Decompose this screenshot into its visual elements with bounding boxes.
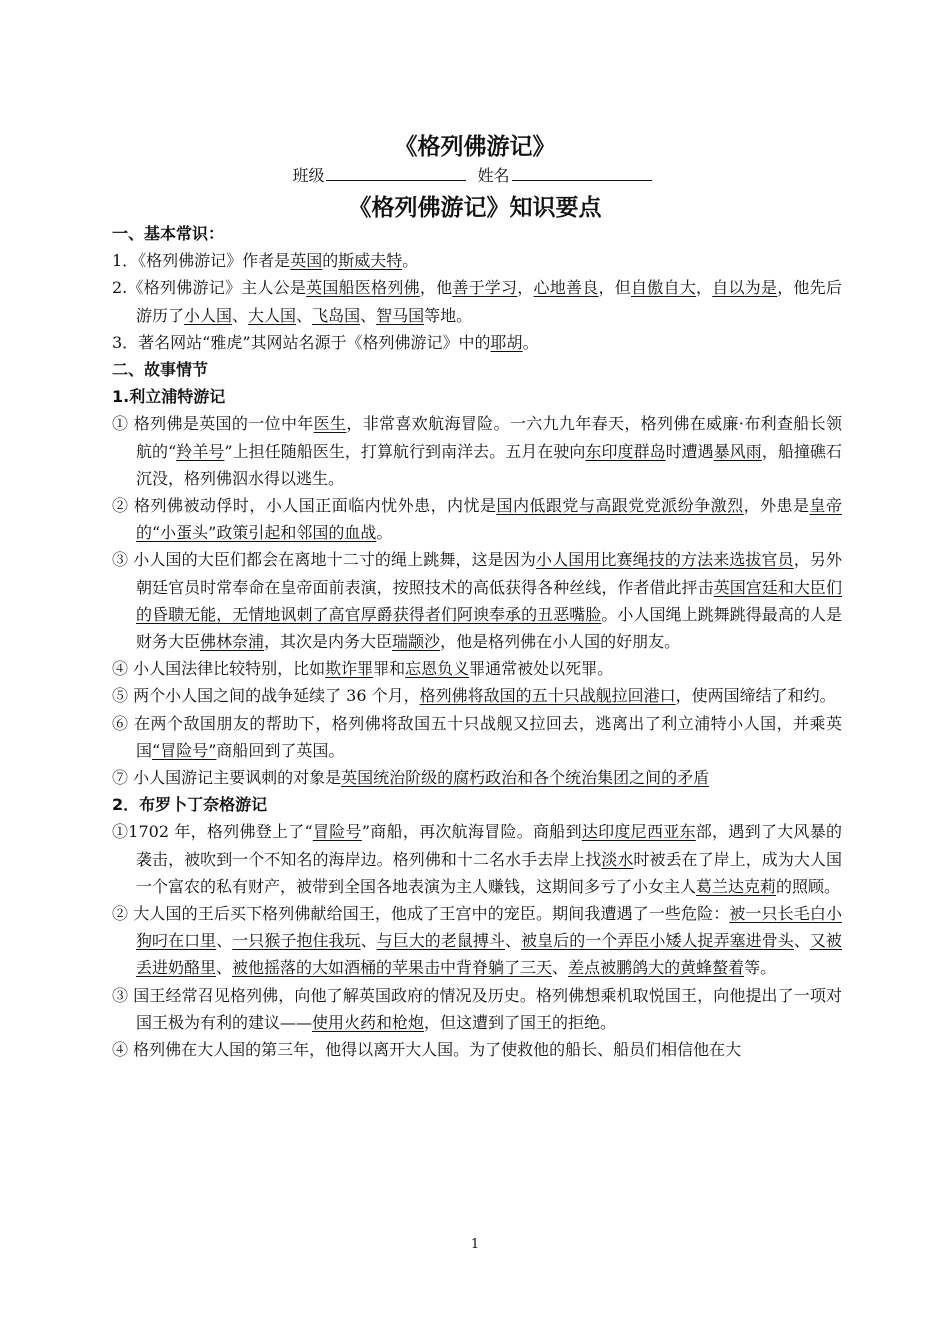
lilliput-item-1: ① 格列佛是英国的一位中年医生，非常喜欢航海冒险。一六九九年春天，格列佛在威廉·布利查船长领航的“羚羊号”上担任随船医生，打算航行到南洋去。五月在驶向东印度群岛时遭遇暴风雨，船撞礁石沉没，格列佛泅水得以逃生。: [112, 414, 842, 488]
subsection-heading-brobdingnag: 2．布罗卜丁奈格游记: [112, 795, 268, 815]
brobdingnag-item-4: ④ 格列佛在大人国的第三年，他得以离开大人国。为了使救他的船长、船员们相信他在大: [112, 1040, 742, 1060]
lilliput-item-6: ⑥ 在两个敌国朋友的帮助下，格列佛将敌国五十只战舰又拉回去，逃离出了利立浦特小人国，并乘英国“冒险号”商船回到了英国。: [112, 713, 842, 760]
page-subtitle: 《格列佛游记》知识要点: [348, 195, 602, 221]
section-heading-plot: 二、故事情节: [112, 360, 209, 380]
page-number: 1: [470, 1237, 480, 1252]
lilliput-item-2: ② 格列佛被动俘时，小人国正面临内忧外患，内忧是国内低跟党与高跟党党派纷争激烈，外患是皇帝的“小蛋头”政策引起和邻国的血战。: [112, 496, 842, 543]
lilliput-item-7: ⑦ 小人国游记主要讽刺的对象是英国统治阶级的腐朽政治和各个统治集团之间的矛盾: [112, 768, 710, 788]
basics-item-3: 3．著名网站“雅虎”其网站名源于《格列佛游记》中的耶胡。: [112, 332, 539, 352]
lilliput-item-4: ④ 小人国法律比较特别，比如欺诈罪罪和忘恩负义罪通常被处以死罪。: [112, 659, 614, 679]
brobdingnag-item-2: ② 大人国的王后买下格列佛献给国王，他成了王宫中的宠臣。期间我遭遇了一些危险：被一只长毛白小狗叼在口里、一只猴子抱住我玩、与巨大的老鼠搏斗、被皇后的一个弄臣小矮人捉弄塞进骨头、又被丢进奶酪里、被他摇落的大如酒桶的苹果击中背脊躺了三天、差点被鹏鸽大的黄蜂螯着等。: [112, 904, 842, 978]
subsection-heading-lilliput: 1.利立浦特游记: [112, 387, 226, 407]
basics-item-2: 2.《格列佛游记》主人公是英国船医格列佛，他善于学习，心地善良，但自傲自大，自以为是，他先后游历了小人国、大人国、飞岛国、智马国等地。: [112, 278, 842, 325]
class-name-line: [0, 163, 950, 186]
basics-item-1: 1．《格列佛游记》作者是英国的斯威夫特。: [112, 251, 419, 271]
page-title: 《格列佛游记》: [394, 134, 556, 160]
brobdingnag-item-3: ③ 国王经常召见格列佛，向他了解英国政府的情况及历史。格列佛想乘机取悦国王，向他提出了一项对国王极为有利的建议——使用火药和枪炮，但这遭到了国王的拒绝。: [112, 985, 842, 1032]
document-body: [112, 220, 842, 1063]
class-label: 班级: [292, 166, 325, 185]
section-heading-basics: 一、基本常识：: [112, 224, 225, 243]
lilliput-item-5: ⑤ 两个小人国之间的战争延续了 36 个月，格列佛将敌国的五十只战舰拉回港口，使两国缔结了和约。: [112, 686, 836, 706]
name-blank[interactable]: [512, 166, 652, 181]
name-label: 姓名: [477, 166, 510, 185]
brobdingnag-item-1: ①1702 年，格列佛登上了“冒险号”商船，再次航海冒险。商船到达印度尼西亚东部，遇到了大风暴的袭击，被吹到一个不知名的海岸边。格列佛和十二名水手去岸上找淡水时被丢在了岸上，成为大人国一个富农的私有财产，被带到全国各地表演为主人赚钱，这期间多亏了小女主人葛兰达克莉的照顾。: [112, 822, 842, 896]
class-blank[interactable]: [326, 166, 466, 181]
lilliput-item-3: ③ 小人国的大臣们都会在离地十二寸的绳上跳舞，这是因为小人国用比赛绳技的方法来选拔官员，另外朝廷官员时常奉命在皇帝面前表演，按照技术的高低获得各种丝线，作者借此抨击英国宫廷和大臣们的昏聩无能，无情地讽刺了高官厚爵获得者们阿谀奉承的丑恶嘴脸。小人国绳上跳舞跳得最高的人是财务大臣佛林奈浦，其次是内务大臣瑞颛沙，他是格列佛在小人国的好朋友。: [112, 550, 842, 652]
